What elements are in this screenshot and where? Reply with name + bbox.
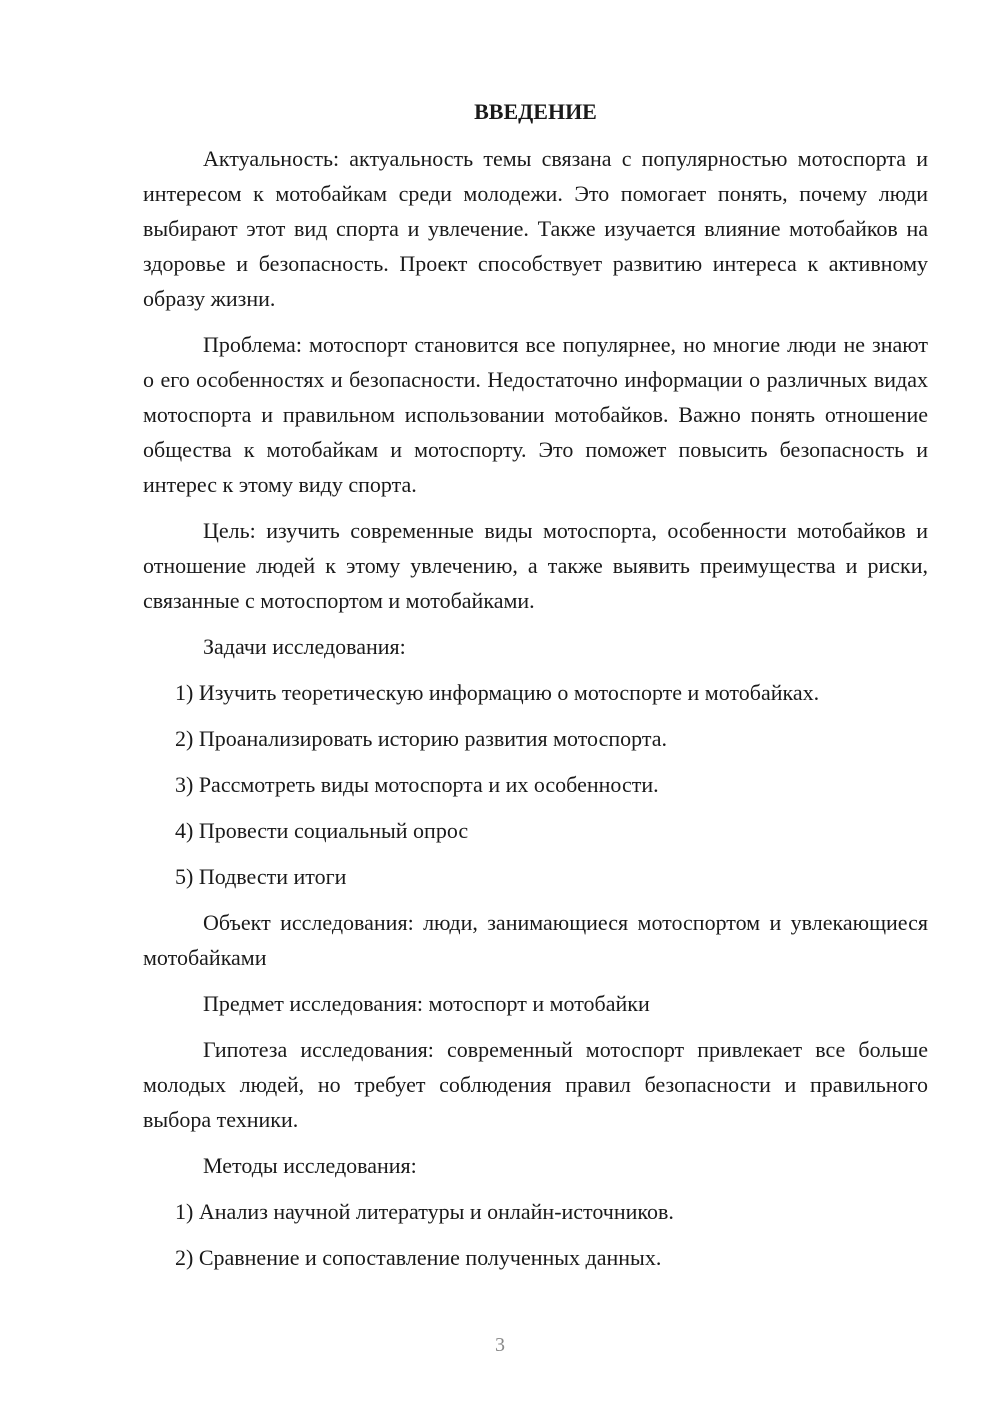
task-item: 1) Изучить теоретическую информацию о мотоспорте и мотобайках. [175,680,820,705]
task-item: 5) Подвести итоги [175,864,347,889]
problem-paragraph: Проблема: мотоспорт становится все популярнее, но многие люди не знают о его особенностях и безопасности. Недостаточно информации о различных видах мотоспорта и правильном использовании мотобайков. Важно понять отношение общества к мотобайкам и мотоспорту. Это поможет повысить безопасность и интерес к этому виду спорта. [143,332,928,497]
page-title: ВВЕДЕНИЕ [474,99,597,124]
task-item: 3) Рассмотреть виды мотоспорта и их особенности. [175,772,659,797]
method-item: 2) Сравнение и сопоставление полученных данных. [175,1245,662,1270]
method-item: 1) Анализ научной литературы и онлайн-источников. [175,1199,674,1224]
subject-paragraph: Предмет исследования: мотоспорт и мотобайки [203,991,650,1016]
tasks-heading: Задачи исследования: [203,634,406,659]
methods-heading: Методы исследования: [203,1153,417,1178]
hypothesis-paragraph: Гипотеза исследования: современный мотоспорт привлекает все больше молодых людей, но требует соблюдения правил безопасности и правильного выбора техники. [143,1037,928,1132]
document-page [143,94,928,1286]
relevance-paragraph: Актуальность: актуальность темы связана с популярностью мотоспорта и интересом к мотобайкам среди молодежи. Это помогает понять, почему люди выбирают этот вид спорта и увлечение. Также изучается влияние мотобайков на здоровье и безопасность. Проект способствует развитию интереса к активному образу жизни. [143,146,928,311]
task-item: 2) Проанализировать историю развития мотоспорта. [175,726,667,751]
page-number: 3 [495,1334,505,1356]
object-paragraph: Объект исследования: люди, занимающиеся мотоспортом и увлекающиеся мотобайками [143,910,928,970]
goal-paragraph: Цель: изучить современные виды мотоспорта, особенности мотобайков и отношение людей к этому увлечению, а также выявить преимущества и риски, связанные с мотоспортом и мотобайками. [143,518,928,613]
task-item: 4) Провести социальный опрос [175,818,469,843]
